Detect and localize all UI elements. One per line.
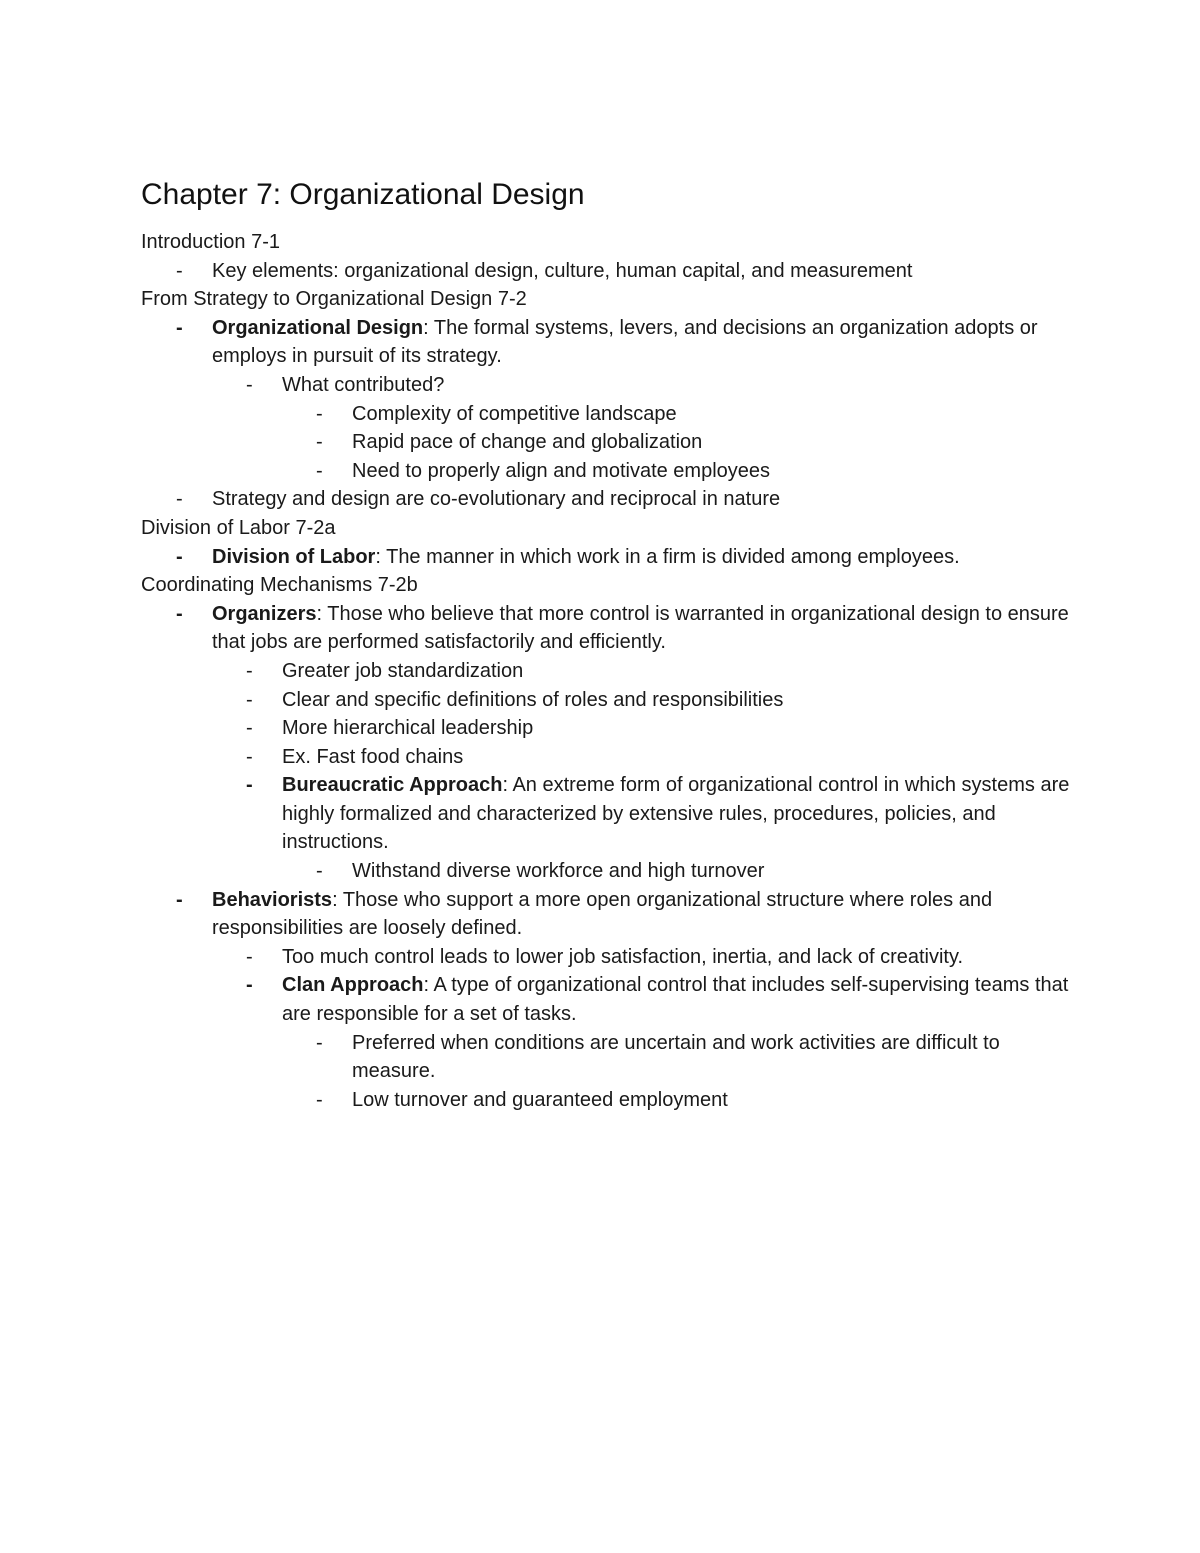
list-item-text (352, 857, 1071, 886)
item-description: Complexity of competitive landscape (352, 402, 677, 425)
list-item-text (212, 600, 1071, 657)
bullet-dash-icon: - (246, 659, 253, 682)
list-item-text (282, 771, 1071, 857)
list-item-text (352, 457, 1071, 486)
list-item-level-2 (246, 686, 1071, 715)
list-item-text (212, 485, 1071, 514)
list-item-level-3 (316, 457, 1071, 486)
list-item-level-3 (316, 400, 1071, 429)
item-description: Preferred when conditions are uncertain and work activities are difficult to measure. (352, 1031, 1000, 1083)
bullet-dash-icon: - (246, 974, 253, 997)
item-description: Too much control leads to lower job satisfaction, inertia, and lack of creativity. (282, 945, 964, 968)
item-description: Clear and specific definitions of roles and responsibilities (282, 688, 784, 711)
item-description: Strategy and design are co-evolutionary and reciprocal in nature (212, 488, 781, 511)
list-item-text (212, 886, 1071, 943)
list-item-text (352, 1029, 1071, 1086)
bullet-dash-icon: - (246, 688, 253, 711)
section-heading: Coordinating Mechanisms 7-2b (141, 574, 418, 597)
item-description: : The manner in which work in a firm is divided among employees. (375, 545, 960, 568)
item-description: : Those who support a more open organizational structure where roles and responsibilities are loosely defined. (212, 888, 993, 940)
bullet-dash-icon: - (176, 545, 183, 568)
bullet-dash-icon: - (176, 488, 183, 511)
list-item-text (212, 314, 1071, 371)
defined-term: Bureaucratic Approach (282, 774, 503, 797)
defined-term: Division of Labor (212, 545, 376, 568)
defined-term: Organizational Design (212, 316, 424, 339)
list-item-level-3 (316, 857, 1071, 886)
list-item-text (352, 428, 1071, 457)
item-description: Need to properly align and motivate employees (352, 459, 771, 482)
item-description: Ex. Fast food chains (282, 745, 464, 768)
page-title: Chapter 7: Organizational Design (141, 178, 585, 211)
list-item-text (282, 657, 1071, 686)
item-description: Low turnover and guaranteed employment (352, 1088, 728, 1111)
list-item-text (212, 543, 1071, 572)
section-heading: Introduction 7-1 (141, 231, 280, 253)
bullet-dash-icon: - (246, 945, 253, 968)
list-item-level-2 (246, 943, 1071, 972)
item-description: Key elements: organizational design, culture, human capital, and measurement (212, 259, 913, 282)
list-item-text (352, 400, 1071, 429)
list-item-level-1 (176, 257, 1071, 286)
notes-outline (141, 228, 1071, 1114)
list-item-level-1 (176, 485, 1071, 514)
item-description: Greater job standardization (282, 659, 524, 682)
bullet-dash-icon: - (316, 1088, 323, 1111)
list-item-level-2 (246, 771, 1071, 857)
list-item-text (282, 971, 1071, 1028)
defined-term: Organizers (212, 602, 317, 625)
bullet-dash-icon: - (316, 1031, 323, 1054)
document-body (141, 174, 1071, 1114)
bullet-dash-icon: - (316, 402, 323, 425)
item-description: Withstand diverse workforce and high turnover (352, 860, 765, 883)
bullet-dash-icon: - (176, 888, 183, 911)
list-item-text (282, 686, 1071, 715)
bullet-dash-icon: - (316, 459, 323, 482)
bullet-dash-icon: - (316, 431, 323, 454)
item-description: What contributed? (282, 373, 445, 396)
list-item-level-1 (176, 543, 1071, 572)
list-item-text (352, 1086, 1071, 1115)
list-item-level-3 (316, 1086, 1071, 1115)
bullet-dash-icon: - (176, 259, 183, 282)
item-description: : An extreme form of organizational control in which systems are highly formalized and characterized by extensive rules, procedures, policies, and instructions. (282, 774, 1070, 854)
bullet-dash-icon: - (246, 373, 253, 396)
item-description: More hierarchical leadership (282, 717, 534, 740)
list-item-level-2 (246, 657, 1071, 686)
item-description: : A type of organizational control that includes self-supervising teams that are responsible for a set of tasks. (282, 974, 1069, 1026)
list-item-level-3 (316, 428, 1071, 457)
section-heading: Division of Labor 7-2a (141, 516, 336, 539)
item-description: Rapid pace of change and globalization (352, 431, 703, 454)
section-heading: From Strategy to Organizational Design 7-2 (141, 288, 527, 311)
bullet-dash-icon: - (316, 860, 323, 883)
list-item-text (282, 743, 1071, 772)
list-item-level-1 (176, 314, 1071, 371)
defined-term: Clan Approach (282, 974, 424, 997)
bullet-dash-icon: - (176, 602, 183, 625)
bullet-dash-icon: - (176, 316, 183, 339)
list-item-level-2 (246, 714, 1071, 743)
list-item-text (282, 714, 1071, 743)
list-item-text (282, 371, 1071, 400)
list-item-level-1 (176, 886, 1071, 943)
bullet-dash-icon: - (246, 745, 253, 768)
item-description: : Those who believe that more control is warranted in organizational design to ensure that jobs are performed satisfactorily and efficiently. (212, 602, 1069, 654)
list-item-level-2 (246, 743, 1071, 772)
list-item-level-2 (246, 371, 1071, 400)
bullet-dash-icon: - (246, 717, 253, 740)
list-item-text (282, 943, 1071, 972)
list-item-level-3 (316, 1029, 1071, 1086)
bullet-dash-icon: - (246, 774, 253, 797)
item-description: : The formal systems, levers, and decisions an organization adopts or employs in pursuit of its strategy. (212, 316, 1038, 368)
list-item-level-1 (176, 600, 1071, 657)
list-item-level-2 (246, 971, 1071, 1028)
defined-term: Behaviorists (212, 888, 333, 911)
list-item-text (212, 257, 1071, 286)
